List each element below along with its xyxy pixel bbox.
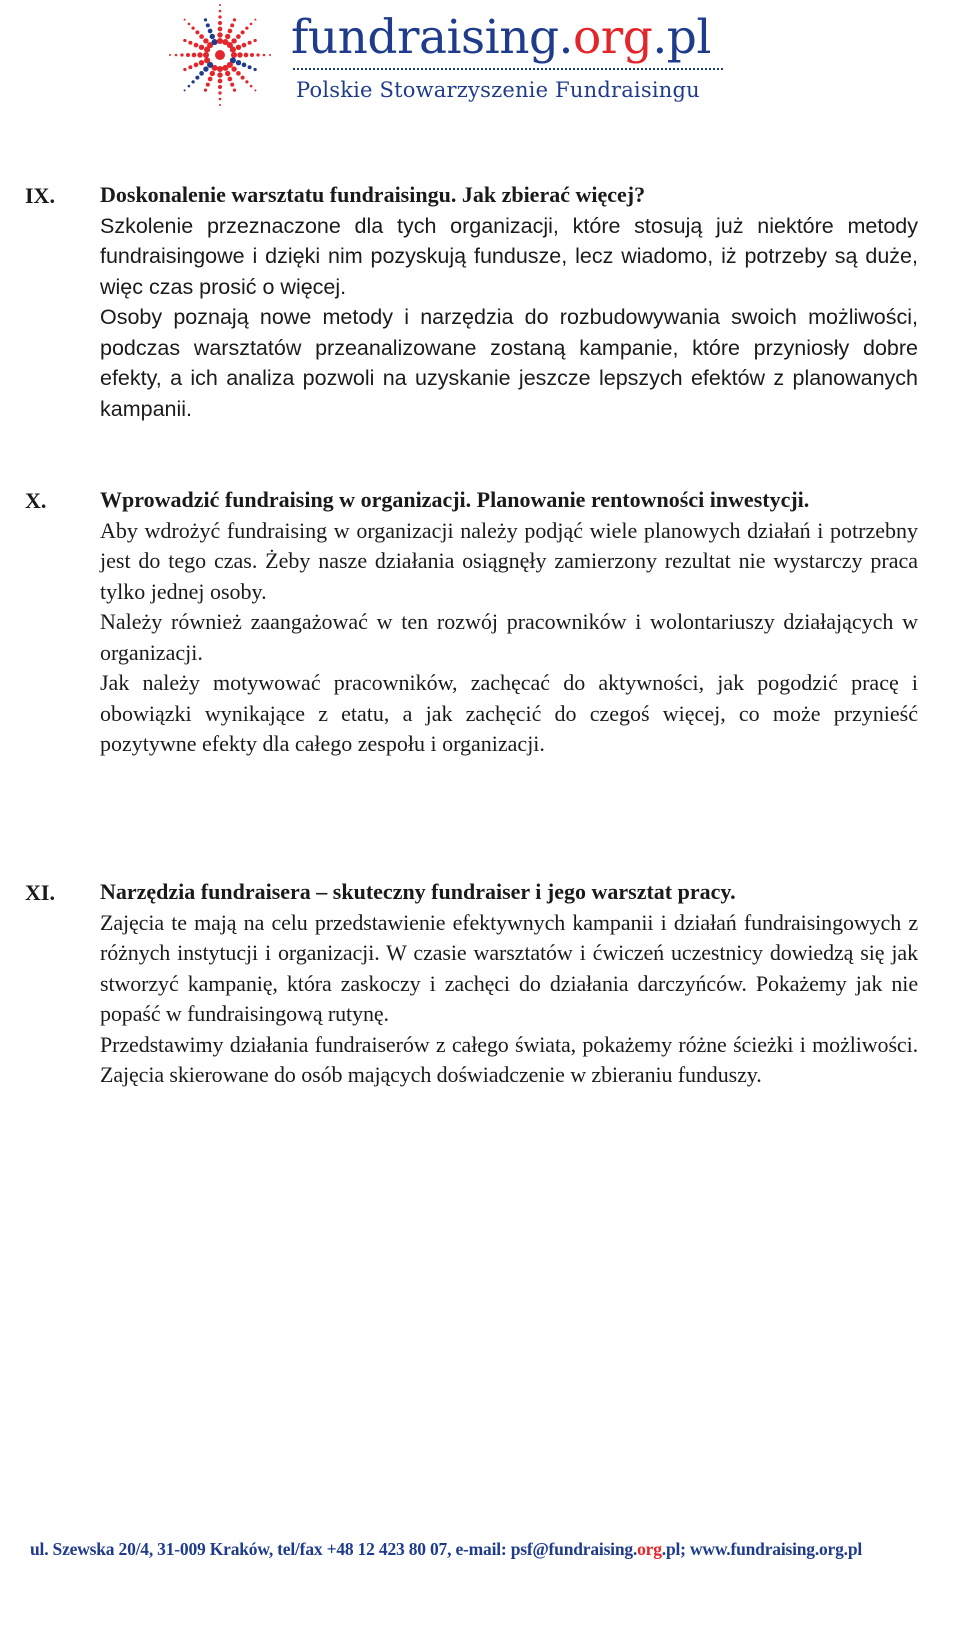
section-paragraph: Osoby poznają nowe metody i narzędzia do rozbudowywania swoich możliwości, podczas warsztatów przeanalizowane zostaną kampanie, które przyniosły dobre efekty, a ich analiza pozwoli na uzyskanie jeszcze lepszych efektów z planowanych kampanii. xyxy=(100,305,918,421)
section-numeral: IX. xyxy=(25,183,55,208)
section-paragraph: Aby wdrożyć fundraising w organizacji należy podjąć wiele planowych działań i potrzebny jest do tego czas. Żeby nasze działania osiągnęły zamierzony rezultat nie wystarczy praca tylko jednej osoby. xyxy=(100,517,918,604)
logo-dotted-rule xyxy=(293,68,723,70)
sunburst-logo-icon xyxy=(160,0,285,120)
logo-subtitle: Polskie Stowarzyszenie Fundraisingu xyxy=(296,78,700,102)
section-paragraph: Szkolenie przeznaczone dla tych organizacji, które stosują już niektóre metody fundraisingowe i dzięki nim pozyskują fundusze, lecz wiadomo, iż potrzeby są duże, więc czas prosić o więcej. xyxy=(100,213,918,299)
section-x xyxy=(25,485,918,760)
section-title: Narzędzia fundraisera – skuteczny fundraiser i jego warsztat pracy. xyxy=(100,879,736,904)
section-body xyxy=(100,485,918,760)
section-paragraph: Należy również zaangażować w ten rozwój pracowników i wolontariuszy działających w organizacji. xyxy=(100,609,918,665)
section-numeral: X. xyxy=(25,488,47,513)
section-paragraph: Przedstawimy działania fundraiserów z całego świata, pokażemy różne ścieżki i możliwości. Zajęcia skierowane do osób mających doświadczenie w zbieraniu funduszy. xyxy=(100,1031,918,1087)
section-title: Wprowadzić fundraising w organizacji. Planowanie rentowności inwestycji. xyxy=(100,487,810,512)
footer-contact-info: ul. Szewska 20/4, 31-009 Kraków, tel/fax +48 12 423 80 07, e-mail: psf@fundraising.org.pl; www.fundraising.org.pl xyxy=(30,1539,863,1559)
section-paragraph: Zajęcia te mają na celu przedstawienie efektywnych kampanii i działań fundraisingowych z różnych instytucji i organizacji. W czasie warsztatów i ćwiczeń uczestnicy dowiedzą się jak stworzyć kampanię, która zaskoczy i zachęci do działania darczyńców. Pokażemy jak nie popaść w fundraisingową rutynę. xyxy=(100,909,918,1026)
section-ix xyxy=(25,180,918,424)
section-title: Doskonalenie warsztatu fundraisingu. Jak zbierać więcej? xyxy=(100,182,646,207)
section-xi xyxy=(25,877,918,1091)
section-paragraph: Jak należy motywować pracowników, zachęcać do aktywności, jak pogodzić pracę i obowiązki wynikające z etatu, a jak zachęcić do czegoś więcej, co może przynieść pozytywne efekty dla całego zespołu i organizacji. xyxy=(100,670,918,756)
section-numeral: XI. xyxy=(25,880,55,905)
section-body xyxy=(100,877,918,1091)
logo-wordmark: fundraising.org.pl xyxy=(291,10,711,65)
section-body xyxy=(100,180,918,424)
organization-logo xyxy=(160,0,760,120)
